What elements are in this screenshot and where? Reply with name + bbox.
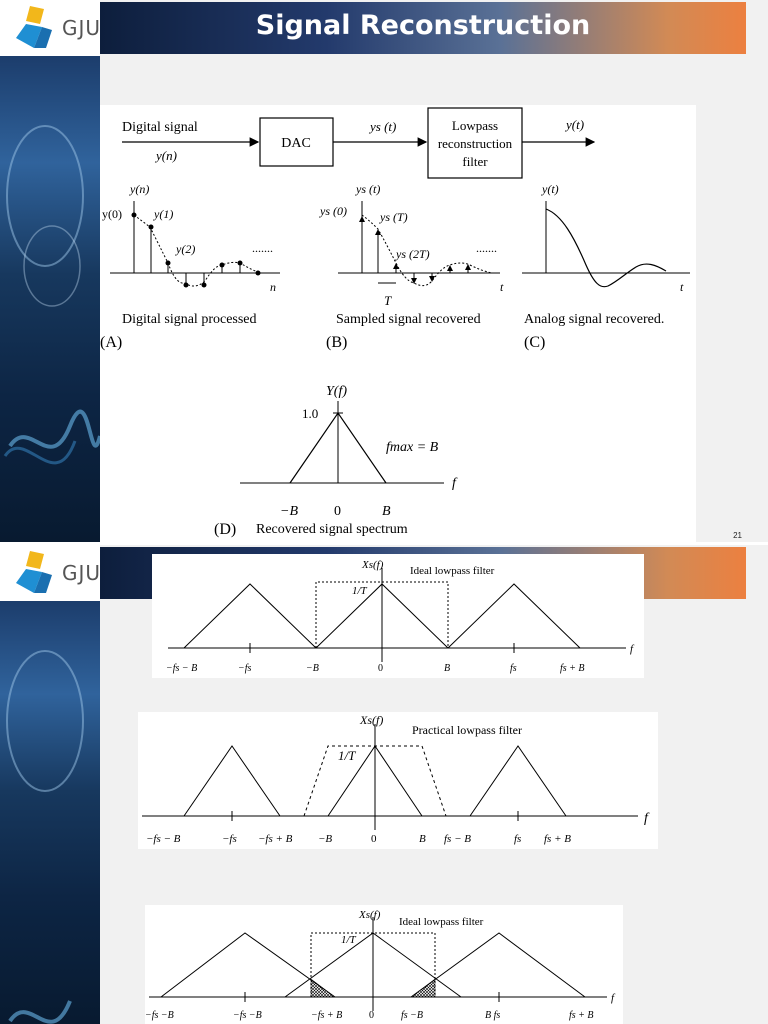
panel-a-letter: (A): [100, 334, 123, 351]
panel-c-caption: Analog signal recovered.: [524, 312, 665, 327]
fig1-tick: −fs: [238, 663, 252, 674]
panel-a-y1-label: y(1): [154, 207, 174, 221]
input-label: Digital signal: [122, 120, 198, 135]
aliasing-figure: [145, 905, 623, 1024]
panel-a-y2-label: y(2): [176, 242, 196, 256]
panel-d-pos-b: B: [382, 504, 391, 519]
panel-b-y0-label: ys (0): [320, 204, 347, 218]
panel-d-caption: Recovered signal spectrum: [256, 522, 408, 537]
fig2-filter-label: Practical lowpass filter: [412, 723, 522, 737]
fig2-tick: −fs − B: [146, 833, 181, 845]
panel-d-fmax-label: fmax = B: [386, 440, 439, 455]
panel-d-neg-b: −B: [280, 504, 298, 519]
dac-label: DAC: [281, 136, 311, 151]
sidebar-art: [0, 56, 100, 542]
panel-b-caption: Sampled signal recovered: [336, 312, 481, 327]
fig2-ylabel: Xs(f): [360, 713, 384, 727]
panel-b-xlabel: t: [500, 280, 504, 294]
gju-logo-mark-icon: [0, 545, 60, 601]
slide-title: Signal Reconstruction: [255, 10, 591, 41]
panel-a-xlabel: n: [270, 280, 276, 294]
panel-a-samples: [132, 213, 261, 288]
fig3-tick: −fs −B: [145, 1010, 174, 1021]
output-signal-label: y(t): [566, 117, 585, 132]
fig3-tick: −fs + B: [311, 1010, 343, 1021]
fig3-tick: B fs: [485, 1010, 501, 1021]
sidebar-art-2: [0, 601, 100, 1024]
logo-text-2: GJU: [62, 561, 102, 585]
fig3-tick: fs −B: [401, 1010, 424, 1021]
panel-b-ylabel: ys (t): [356, 182, 381, 196]
panel-b-letter: (B): [326, 334, 348, 351]
filter-label-line1: Lowpass: [451, 118, 499, 133]
panel-a-dots: .......: [252, 241, 273, 255]
decorative-sidebar-2: [0, 601, 100, 1024]
panel-d-spectrum: [214, 384, 458, 538]
fig1-tick: −B: [306, 663, 319, 674]
panel-d-peak-label: 1.0: [302, 406, 319, 421]
fig1-tick: 0: [378, 663, 383, 674]
practical-filter-figure: [138, 712, 658, 849]
filter-label-line2: reconstruction: [437, 136, 513, 151]
fig1-xlabel: f: [630, 643, 634, 655]
panel-b-dots: .......: [476, 241, 497, 255]
fig2-tick: fs − B: [444, 833, 471, 845]
gju-logo: [0, 0, 100, 56]
fig2-tick: fs + B: [544, 833, 571, 845]
fig3-xlabel: f: [611, 992, 615, 1004]
panel-a-ylabel: y(n): [130, 182, 150, 196]
panel-c-xlabel: t: [680, 280, 684, 294]
fig3-level: 1/T: [341, 934, 356, 946]
fig3-ylabel: Xs(f): [359, 909, 381, 921]
gju-logo-2: [0, 545, 100, 601]
fig1-tick: fs + B: [560, 663, 585, 674]
title-banner: [100, 2, 746, 54]
panel-a-digital-signal: [100, 182, 280, 351]
fig2-tick: 0: [371, 833, 377, 845]
filter-label-line3: filter: [462, 154, 488, 169]
mid-signal-label: ys (t): [370, 119, 397, 134]
slide-reconstruction-filters: [0, 545, 768, 1024]
fig2-tick: −fs + B: [258, 833, 293, 845]
panel-b-yT-label: ys (T): [380, 210, 408, 224]
fig3-tick: −fs −B: [233, 1010, 262, 1021]
panel-a-y0-label: y(0): [102, 207, 122, 221]
fig2-level: 1/T: [338, 748, 356, 763]
fig3-tick: 0: [369, 1010, 374, 1021]
fig1-filter-label: Ideal lowpass filter: [410, 565, 495, 577]
fig1-level: 1/T: [352, 585, 367, 597]
panel-c-letter: (C): [524, 334, 546, 351]
reconstruction-figure: [100, 105, 696, 542]
panel-d-xlabel: f: [452, 476, 456, 491]
fig2-tick: −B: [318, 833, 333, 845]
slide-number: 21: [733, 531, 742, 540]
input-signal-label: y(n): [156, 148, 177, 163]
block-diagram: [122, 108, 594, 178]
panel-d-letter: (D): [214, 521, 237, 538]
panel-c-analog-signal: [522, 182, 690, 351]
panel-b-sampled-signal: [319, 182, 504, 351]
panel-b-T-label: T: [384, 293, 392, 308]
fig3-filter-label: Ideal lowpass filter: [399, 916, 484, 928]
fig2-xlabel: f: [644, 811, 648, 826]
fig2-tick: fs: [514, 833, 522, 845]
fig2-tick: B: [419, 833, 426, 845]
panel-d-ylabel: Y(f): [326, 384, 347, 399]
ideal-filter-figure: [152, 554, 644, 678]
fig1-tick: −fs − B: [166, 663, 198, 674]
fig1-tick: B: [444, 663, 451, 674]
logo-text: GJU: [62, 16, 102, 40]
fig2-tick: −fs: [222, 833, 237, 845]
gju-logo-mark-icon: [0, 0, 60, 56]
panel-b-y2T-label: ys (2T): [396, 247, 430, 261]
fig1-tick: fs: [510, 663, 517, 674]
decorative-sidebar: [0, 56, 100, 542]
fig3-tick: fs + B: [569, 1010, 594, 1021]
panel-a-caption: Digital signal processed: [122, 312, 257, 327]
panel-d-zero: 0: [334, 504, 341, 519]
panel-c-ylabel: y(t): [542, 182, 559, 196]
fig1-ylabel: Xs(f): [362, 559, 384, 571]
